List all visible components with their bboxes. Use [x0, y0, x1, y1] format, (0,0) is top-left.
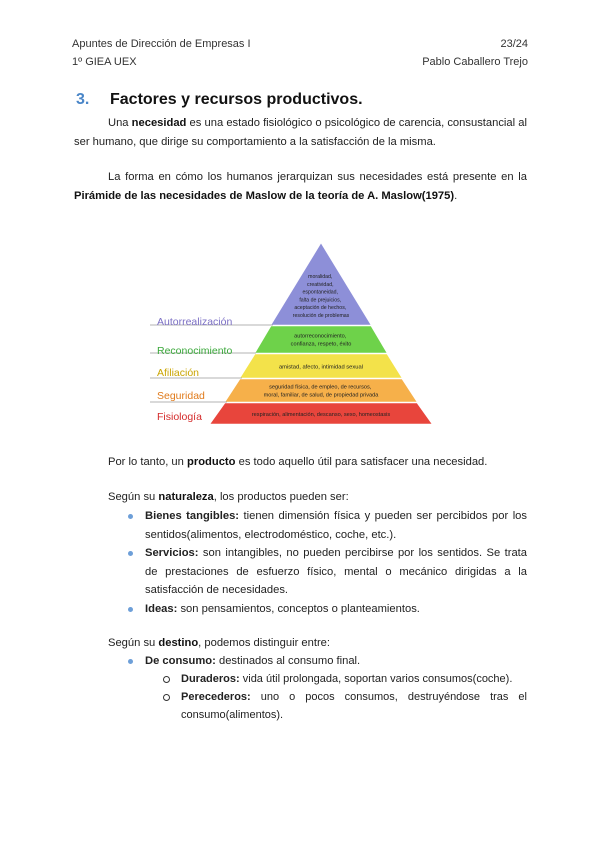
section-title-text: Factores y recursos productivos. — [110, 91, 363, 108]
destino-term: destino — [158, 637, 199, 649]
perecederos-text: uno o pocos consumos, destruyéndose tras el consumo(alimentos). — [181, 691, 527, 721]
duraderos-term: Duraderos: — [181, 673, 240, 685]
list-item-servicios — [145, 544, 527, 600]
list-item-perecederos — [181, 688, 527, 724]
pyramid-label-autorrealizacion: Autorrealización — [157, 316, 233, 328]
destino-intro — [74, 634, 527, 653]
section-title — [76, 91, 363, 109]
header-page-number: 23/24 — [500, 38, 528, 50]
header-course: 1º GIEA UEX — [72, 56, 137, 68]
pyramid-text-afiliacion — [279, 365, 363, 371]
de-consumo-term: De consumo: — [145, 655, 216, 667]
producto-paragraph — [74, 453, 527, 472]
destino-sublist — [181, 670, 527, 724]
producto-term: producto — [187, 456, 236, 468]
header-author: Pablo Caballero Trejo — [422, 56, 528, 68]
servicios-term: Servicios: — [145, 547, 199, 559]
naturaleza-intro — [74, 488, 527, 507]
ideas-text: son pensamientos, conceptos o planteamientos. — [177, 602, 420, 615]
naturaleza-term: naturaleza — [158, 491, 214, 503]
naturaleza-list — [145, 507, 527, 618]
maslow-bold: Pirámide de las necesidades de Maslow de la teoría de A. Maslow(1975) — [74, 189, 455, 202]
pyramid-label-seguridad: Seguridad — [157, 390, 205, 402]
bienes-tangibles-term: Bienes tangibles: — [145, 510, 240, 522]
destino-pre: Según su — [108, 637, 159, 649]
list-item-de-consumo — [145, 652, 527, 671]
intro-term: necesidad — [131, 117, 187, 129]
pyramid-label-reconocimiento: Reconocimiento — [157, 345, 233, 357]
pyramid-text-autorrealizacion-1: moralidad, — [308, 274, 333, 280]
ideas-term: Ideas: — [145, 602, 178, 615]
maslow-paragraph — [74, 168, 527, 205]
pyramid-text-autorrealizacion-2: creatividad, — [307, 281, 334, 288]
pyramid-text-fisiologia-1: respiración, alimentación, descanso, sexo, homeostasis — [251, 412, 391, 418]
list-item-duraderos — [181, 670, 527, 688]
list-item-ideas — [145, 600, 527, 619]
destino-list — [145, 652, 527, 671]
pyramid-text-reconocimiento-2: confianza, respeto, éxito — [290, 341, 352, 348]
producto-pre: Por lo tanto, un — [108, 456, 187, 468]
section-number: 3. — [76, 91, 90, 108]
naturaleza-post: , los productos pueden ser: — [213, 491, 349, 503]
perecederos-term: Perecederos: — [181, 691, 251, 703]
duraderos-text: vida útil prolongada, soportan varios consumos(coche). — [239, 673, 513, 685]
pyramid-text-afiliacion-1: amistad, afecto, intimidad sexual — [278, 364, 364, 371]
intro-post: es una estado fisiológico o psicológico de carencia, consustancial al ser humano, que dirige su comportamiento a la satisfacción de la misma. — [74, 117, 527, 148]
servicios-text: son intangibles, no pueden percibirse por los sentidos. Se trata de prestaciones de esfuerzo físico, mental o mecánico dirigidas a la satisfacción de necesidades. — [145, 547, 527, 596]
maslow-pyramid — [150, 240, 440, 430]
pyramid-label-afiliacion: Afiliación — [157, 367, 200, 379]
destino-post: , podemos distinguir entre: — [198, 637, 331, 649]
pyramid-level-seguridad — [225, 379, 417, 402]
pyramid-text-seguridad-2: moral, familiar, de salud, de propiedad privada — [263, 392, 379, 399]
maslow-text: La forma en cómo los humanos jerarquizan sus necesidades está presente en la — [108, 171, 527, 183]
naturaleza-pre: Según su — [108, 491, 159, 503]
header-doc-title: Apuntes de Dirección de Empresas I — [72, 38, 251, 50]
pyramid-text-seguridad-1: seguridad física, de empleo, de recursos, — [269, 384, 372, 391]
pyramid-text-reconocimiento-1: autorreconocimiento, — [294, 333, 347, 340]
pyramid-text-autorrealizacion-5: aceptación de hechos, — [294, 305, 347, 312]
pyramid-text-autorrealizacion-4: falta de prejuicios, — [299, 297, 342, 304]
pyramid-text-fisiologia — [252, 412, 391, 418]
necesidad-paragraph — [74, 114, 527, 151]
intro-pre: Una — [108, 117, 132, 129]
maslow-end: . — [454, 189, 458, 202]
list-item-bienes-tangibles — [145, 507, 527, 544]
de-consumo-text: destinados al consumo final. — [215, 655, 361, 667]
pyramid-text-autorrealizacion-3: espontaneidad, — [302, 289, 339, 296]
pyramid-label-fisiologia: Fisiología — [157, 411, 202, 423]
bienes-tangibles-text: tienen dimensión física y pueden ser percibidos por los sentidos(alimentos, electrodoméstico, coche, etc.). — [145, 510, 527, 541]
producto-post: es todo aquello útil para satisfacer una necesidad. — [235, 456, 488, 468]
pyramid-text-autorrealizacion-6: resolución de problemas — [292, 313, 350, 319]
pyramid-level-reconocimiento — [255, 326, 387, 353]
